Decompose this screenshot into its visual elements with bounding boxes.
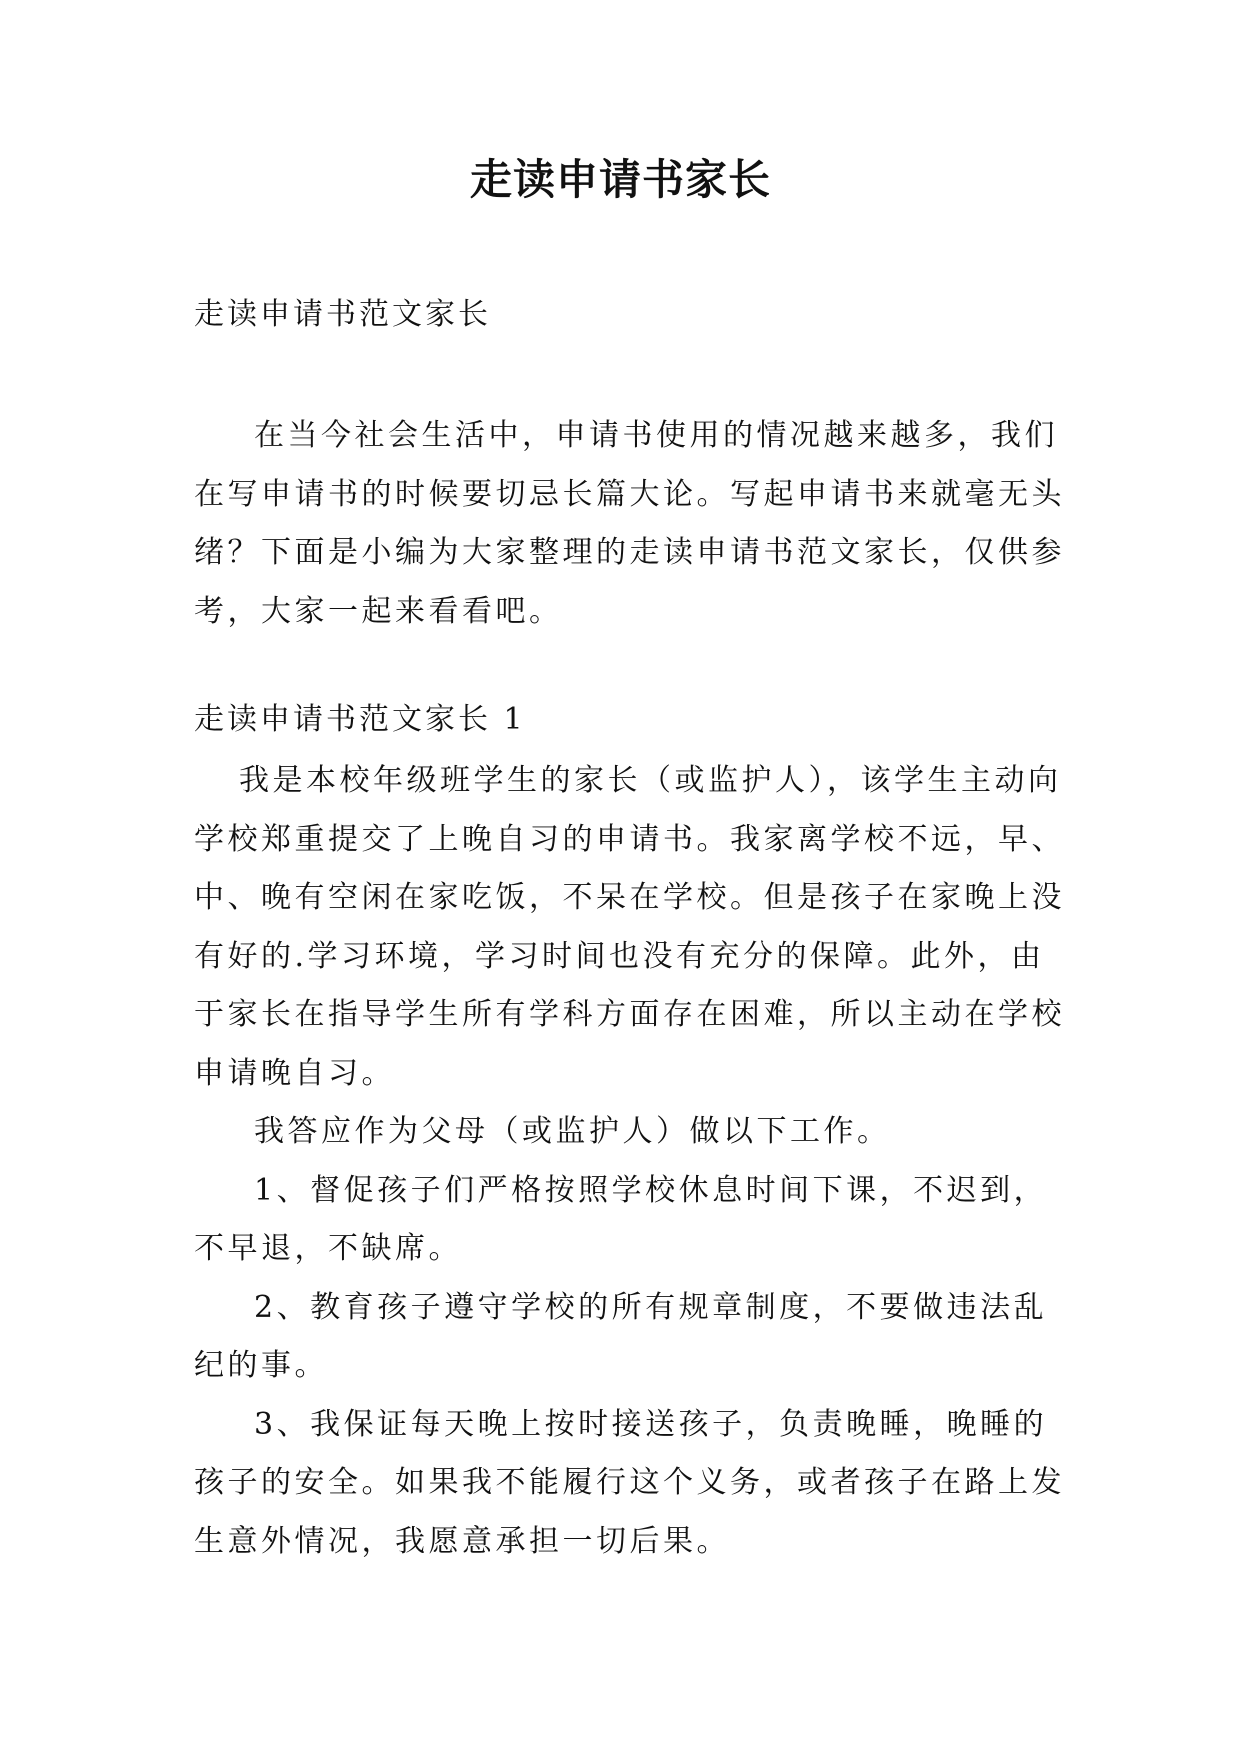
body-paragraph: 1、督促孩子们严格按照学校休息时间下课，不迟到，不早退，不缺席。 [194,1172,1048,1266]
body-paragraph: 我答应作为父母（或监护人）做以下工作。 [254,1114,891,1149]
document-title: 走读申请书家长 [469,155,771,204]
section-body [194,752,1074,1571]
intro-section [194,407,1074,641]
body-paragraph: 3、我保证每天晚上按时接送孩子，负责晚睡，晚睡的孩子的安全。如果我不能履行这个义务，或者孩子在路上发生意外情况，我愿意承担一切后果。 [194,1406,1065,1559]
section-heading: 走读申请书范文家长 1 [194,702,526,737]
body-paragraph: 2、教育孩子遵守学校的所有规章制度，不要做违法乱纪的事。 [194,1289,1048,1383]
document-subtitle: 走读申请书范文家长 [194,297,491,332]
intro-paragraph: 在当今社会生活中，申请书使用的情况越来越多，我们在写申请书的时候要切忌长篇大论。写起申请书来就毫无头绪？下面是小编为大家整理的走读申请书范文家长，仅供参考，大家一起来看看吧。 [194,418,1065,629]
body-paragraph: 我是本校年级班学生的家长（或监护人），该学生主动向学校郑重提交了上晚自习的申请书。我家离学校不远，早、中、晚有空闲在家吃饭，不呆在学校。但是孩子在家晚上没有好的.学习环境，学习时间也没有充分的保障。此外，由于家长在指导学生所有学科方面存在困难，所以主动在学校申请晚自习。 [194,763,1065,1091]
